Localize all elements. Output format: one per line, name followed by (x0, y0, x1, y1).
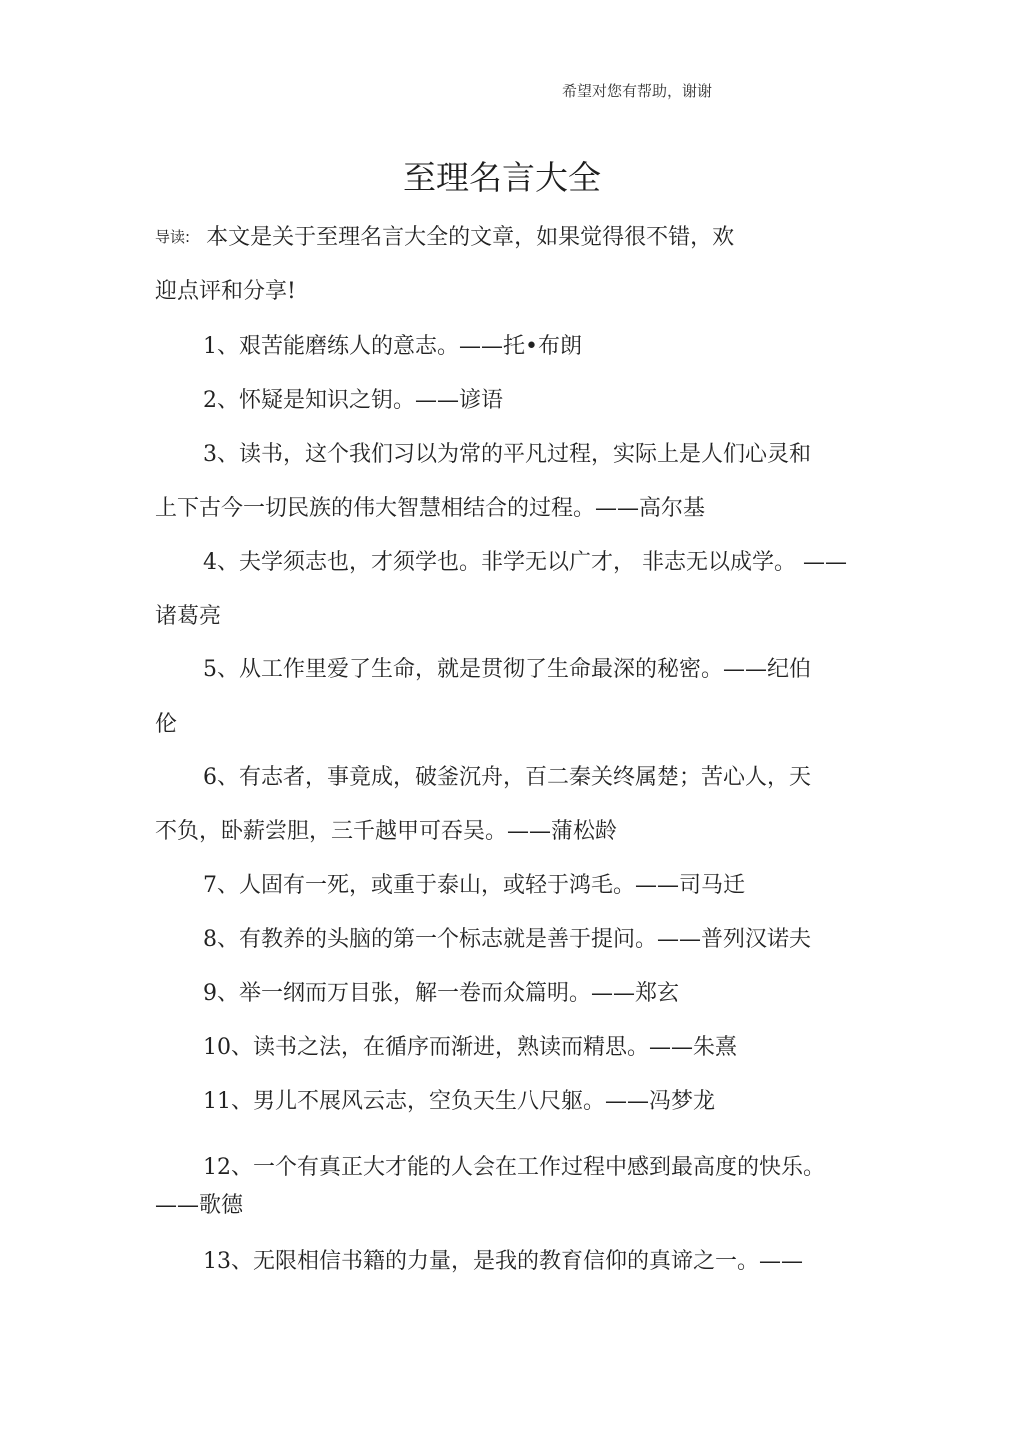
page-title: 至理名言大全 (403, 158, 601, 197)
quote-line: ——歌德 (155, 1193, 244, 1218)
quote-line: 诸葛亮 (155, 604, 222, 629)
quote-line: 3、读书，这个我们习以为常的平凡过程，实际上是人们心灵和 (203, 442, 811, 467)
quote-line: 12、一个有真正大才能的人会在工作过程中感到最高度的快乐。 (203, 1155, 825, 1180)
lead-line-1 (155, 220, 734, 251)
quote-line: 5、从工作里爱了生命，就是贯彻了生命最深的秘密。——纪伯 (203, 657, 811, 682)
quote-line: 9、举一纲而万目张，解一卷而众篇明。——郑玄 (203, 981, 679, 1006)
quote-line: 2、怀疑是知识之钥。——谚语 (203, 388, 503, 413)
quote-line: 上下古今一切民族的伟大智慧相结合的过程。——高尔基 (155, 496, 706, 521)
lead-text-1: 本文是关于至理名言大全的文章，如果觉得很不错，欢 (206, 225, 735, 250)
header-note: 希望对您有帮助，谢谢 (562, 82, 713, 100)
quote-line: 7、人固有一死，或重于泰山，或轻于鸿毛。——司马迁 (203, 873, 745, 898)
quote-line: 1、艰苦能磨练人的意志。——托•布朗 (203, 334, 582, 359)
lead-line-2: 迎点评和分享! (155, 279, 296, 304)
quote-line: 13、无限相信书籍的力量，是我的教育信仰的真谛之一。—— (203, 1249, 803, 1274)
lead-label: 导读: (155, 228, 191, 246)
quote-line: 11、男儿不展风云志，空负天生八尺躯。——冯梦龙 (203, 1089, 715, 1114)
quote-line: 4、夫学须志也，才须学也。非学无以广才， 非志无以成学。 —— (203, 550, 847, 575)
quote-line: 10、读书之法，在循序而渐进，熟读而精思。——朱熹 (203, 1035, 737, 1060)
quote-line: 伦 (155, 712, 178, 737)
quote-line: 6、有志者，事竟成，破釜沉舟，百二秦关终属楚；苦心人，天 (203, 765, 811, 790)
quote-line: 不负，卧薪尝胆，三千越甲可吞吴。——蒲松龄 (155, 819, 618, 844)
quote-line: 8、有教养的头脑的第一个标志就是善于提问。——普列汉诺夫 (203, 927, 811, 952)
